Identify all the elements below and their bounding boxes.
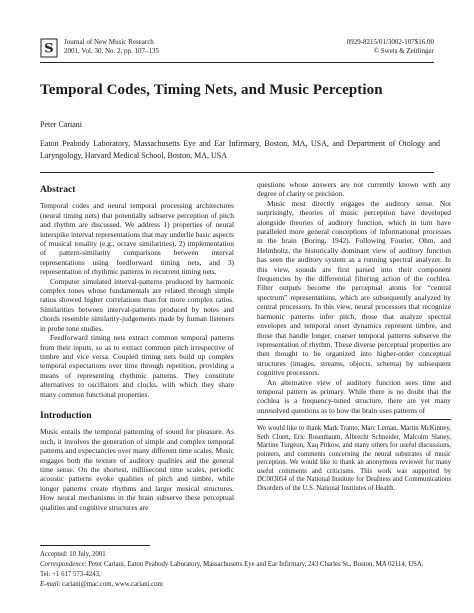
abstract-paragraph: Feedforward timing nets extract common temporal patterns from their inputs, so as to extract common pitch irrespective of timbre and vice versa. Coupled timing nets build up complex temporal expectations over time through repetition, providing a means of representing rhythmic patterns. They constitute alternatives to oscillators and clocks, with which they share many common functional properties. [40,333,234,399]
header-rule [40,62,434,63]
journal-header [40,38,159,58]
correspondence-label: Correspondence [40,561,85,568]
journal-name: Journal of New Music Research [64,38,154,46]
body-paragraph: An alternative view of auditory function sees time and temporal pattern as primary. While there is no doubt that the cochlea is a frequency-tuned structure, there are yet many unresolved questions as to how the brain uses patterns of [257,377,451,415]
introduction-paragraph: Music entails the temporal patterning of sound for pleasure. As such, it involves the generation of simple and complex temporal patterns and expectancies over many different time scales. Music engages both the texture of auditory qualities and the general time sense. On the shortest, millisecond time scales, periodic acoustic patterns evoke qualities of pitch and timbre, while longer patterns create rhythms and larger musical structures. How neural mechanisms in the brain subserve these perceptual qualities and cognitive structures are [40,427,234,512]
email-text[interactable]: : cariani@mac.com, www.cariani.com [58,581,163,588]
accepted-date: Accepted: 10 July, 2001 [40,551,106,558]
footer-rule [40,545,150,546]
affiliation: Eaton Peabody Laboratory, Massachusetts Eye and Ear Infirmary, Boston, MA, USA, and Department of Otology and Laryngology, Harvard Medical School, Boston, MA, USA [40,139,440,160]
correspondence [40,560,434,580]
body-paragraph: Music most directly engages the auditory sense. Not surprisingly, theories of music perception have developed alongside theories of auditory function, which in turn have paralleled more general conceptions of informational processes in the brain (Boring, 1942). Following Fourier, Ohm, and Helmholtz, the historically dominant view of auditory function has seen the auditory system as a running spectral analyzer. In this view, sounds are first parsed into their component frequencies by the differential filtering action of the cochlea. Filter outputs become the perceptual atoms for “central spectrum” representations, which are subsequently analyzed by central processors. In this view, neural processors that recognize harmonic patterns infer pitch, those that analyze spectral envelopes and temporal onset dynamics represent timbre, and those that handle longer, coarser temporal patterns subserve the representation of rhythm. These diverse perceptual properties are then thought to be organized into higher-order conceptual structures (images, streams, objects, schema) by subsequent cognitive processors. [257,198,451,378]
abstract-paragraph: Computer simulated interval-patterns produced by harmonic complex tones whose fundamentals are related through simple ratios showed higher correlations than for more complex ratios. Similarities between interval-patterns produced by notes and chords resemble similarity-judgements made by human listeners in probe tone studies. [40,276,234,333]
right-column [257,180,451,493]
left-column [40,180,234,512]
introduction-heading: Introduction [40,410,92,421]
swets-logo-icon [40,38,58,58]
abstract-heading: Abstract [40,185,76,195]
correspondence-text: : Peter Cariani, Eaton Peabody Laboratory, Massachusetts Eye and Ear Infirmary, 243 Charles St., Boston, MA 02114, USA. Tel: +1 617 573-4243, [40,561,424,578]
acknowledgement: We would like to thank Mark Tramo, Marc Leman, Martin McKinney, Seth Cluett, Eric Rosenbaum, Albrecht Schneider, Malcolm Slaney, Martine Turgeon, Xaq Pitkow, and many others for useful discussions, pointers, and comments concerning the neural substrates of music perception. We would like to thank an anonymous reviewer for many useful comments and criticisms. This work was supported by DC003054 of the National Institute for Deafness and Communications Disorders of the U.S. National Institutes of Health. [257,419,451,493]
body-paragraph: questions whose answers are not currently known with any degree of clarity or precision. [257,180,451,199]
email-line [40,580,434,590]
footer [40,545,434,590]
email-label: E-mail [40,581,59,588]
title-rule [40,172,434,173]
author: Peter Cariani [40,120,82,129]
journal-code-block [347,38,434,56]
svg-text:S: S [44,41,54,57]
publisher: © Swets & Zeitlinger [373,47,434,55]
abstract-paragraph: Temporal codes and neural temporal processing architectures (neural timing nets) that potentially subserve perception of pitch and rhythm are discussed. We address 1) properties of neural interspike interval representations that may underlie basic aspects of musical tonality (e.g., octave similarities), 2) implementation of pattern-similarity comparisons between interval representations using feedforward timing nets, and 3) representation of rhythmic patterns in recurrent timing nets. [40,201,234,277]
journal-code: 0929-8215/01/3002-107$16.00 [346,38,434,46]
paper-title: Temporal Codes, Timing Nets, and Music Perception [40,82,383,98]
journal-volume: 2001, Vol. 30, No. 2, pp. 107–135 [64,47,160,55]
